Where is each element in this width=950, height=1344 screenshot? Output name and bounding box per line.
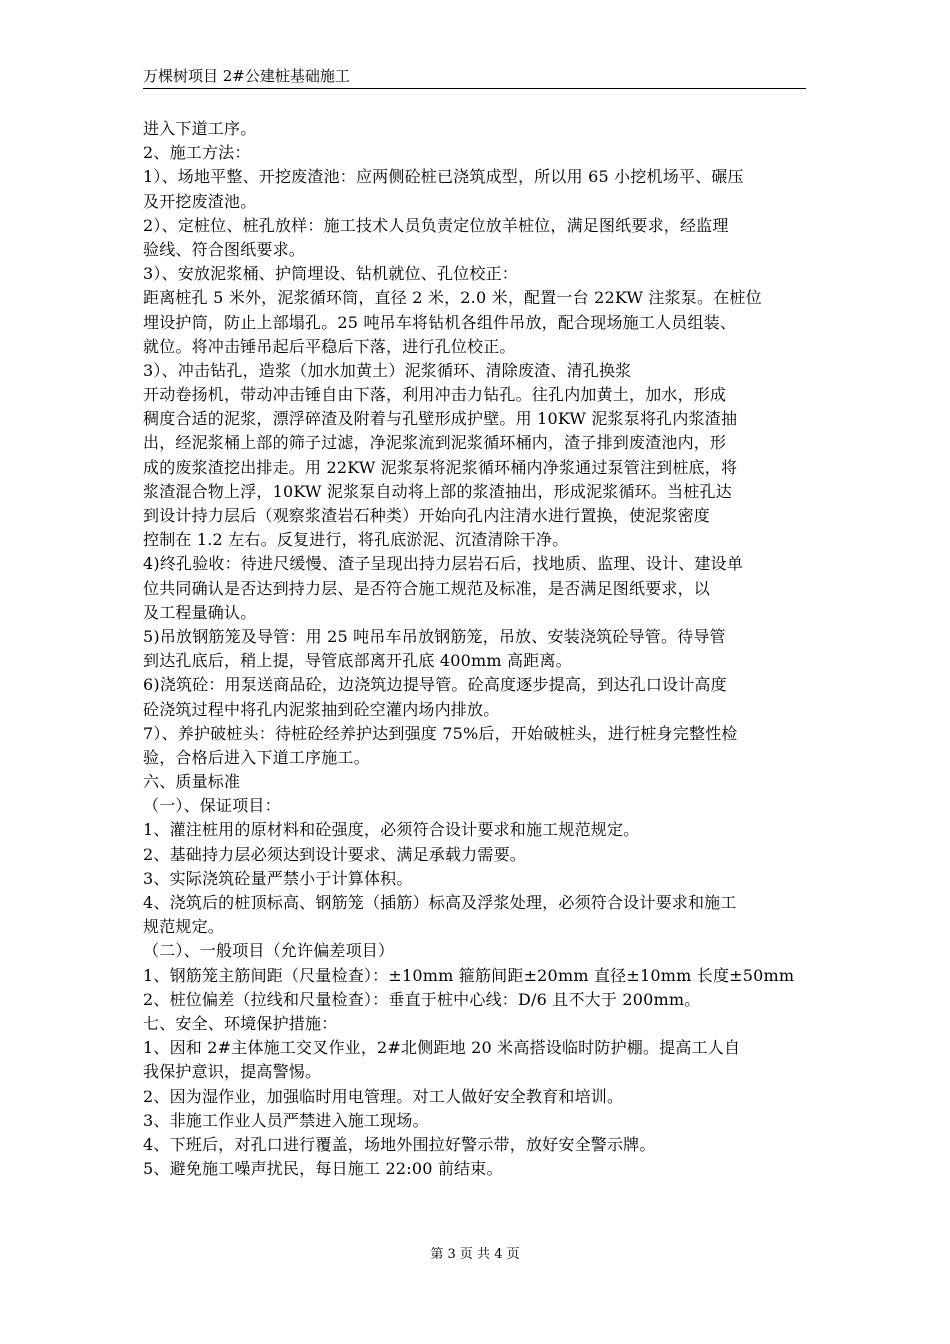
page-header: [143, 66, 806, 89]
body-line: 2、基础持力层必须达到设计要求、满足承载力需要。: [143, 844, 526, 864]
body-line: 验，合格后进入下道工序施工。: [143, 747, 370, 767]
body-line: 2、桩位偏差（拉线和尺量检查）：垂直于桩中心线：D/6 且不大于 200mm。: [143, 989, 701, 1009]
body-line: 埋设护筒，防止上部塌孔。25 吨吊车将钻机各组件吊放，配合现场施工人员组装、: [143, 312, 737, 332]
body-line: 位共同确认是否达到持力层、是否符合施工规范及标准，是否满足图纸要求，以: [143, 578, 711, 598]
body-line: 距离桩孔 5 米外，泥浆循环筒，直径 2 米，2.0 米，配置一台 22KW 注浆泵。在桩位: [143, 288, 762, 308]
body-line: 2、施工方法：: [143, 143, 251, 163]
body-line: 7）、养护破桩头：待桩砼经养护达到强度 75%后，开始破桩头，进行桩身完整性检: [143, 723, 738, 743]
body-line: 3）、冲击钻孔，造浆（加水加黄土）泥浆循环、清除废渣、清孔换浆: [143, 360, 632, 380]
body-line: 规范规定。: [143, 917, 225, 937]
body-line: 2）、定桩位、桩孔放样：施工技术人员负责定位放羊桩位，满足图纸要求，经监理: [143, 215, 729, 235]
body-line: 开动卷扬机，带动冲击锤自由下落，利用冲击力钻孔。往孔内加黄土，加水，形成: [143, 385, 727, 405]
body-line: 砼浇筑过程中将孔内泥浆抽到砼空灌内场内排放。: [143, 699, 500, 719]
body-line: 1）、场地平整、开挖废渣池：应两侧砼桩已浇筑成型，所以用 65 小挖机场平、碾压: [143, 167, 744, 187]
body-line: 出，经泥浆桶上部的筛子过滤，净泥浆流到泥浆循环桶内，渣子排到废渣池内，形: [143, 433, 727, 453]
body-line: 稠度合适的泥浆，漂浮碎渣及附着与孔壁形成护壁。用 10KW 泥浆泵将孔内浆渣抽: [143, 409, 738, 429]
body-line: 就位。将冲击锤吊起后平稳后下落，进行孔位校正。: [143, 336, 516, 356]
body-line: 验线、符合图纸要求。: [143, 239, 306, 259]
body-line: 到设计持力层后（观察浆渣岩石种类）开始向孔内注清水进行置换，使泥浆密度: [143, 506, 711, 525]
body-line: 1、钢筋笼主筋间距（尺量检查）：±10mm 箍筋间距±20mm 直径±10mm 长度±50mm: [143, 965, 795, 985]
body-line: 4、浇筑后的桩顶标高、钢筋笼（插筋）标高及浮浆处理，必须符合设计要求和施工: [143, 893, 737, 912]
body-line: 我保护意识，提高警惕。: [143, 1062, 322, 1082]
body-line: 2、因为湿作业，加强临时用电管理。对工人做好安全教育和培训。: [143, 1086, 624, 1106]
header-title: 万棵树项目 2#公建桩基础施工: [143, 67, 350, 85]
body-line: 3、非施工作业人员严禁进入施工现场。: [143, 1110, 429, 1130]
body-line: 5、避免施工噪声扰民，每日施工 22:00 前结束。: [143, 1159, 503, 1179]
body-line: 1、因和 2#主体施工交叉作业，2#北侧距地 20 米高搭设临时防护棚。提高工人自: [143, 1038, 741, 1058]
body-line: 七、安全、环境保护措施：: [143, 1013, 338, 1033]
body-line: 3、实际浇筑砼量严禁小于计算体积。: [143, 868, 413, 888]
page-number: 第 3 页 共 4 页: [430, 1247, 520, 1262]
body-line: （二）、一般项目（允许偏差项目）: [143, 941, 395, 961]
document-body: [143, 117, 808, 1181]
page-footer: [0, 1246, 950, 1264]
body-line: 浆渣混合物上浮，10KW 泥浆泵自动将上部的浆渣抽出，形成泥浆循环。当桩孔达: [143, 481, 732, 501]
body-line: 成的废浆渣挖出排走。用 22KW 泥浆泵将泥浆循环桶内净浆通过泵管注到桩底，将: [143, 457, 738, 477]
body-line: 及工程量确认。: [143, 602, 257, 622]
body-line: 6)浇筑砼：用泵送商品砼，边浇筑边提导管。砼高度逐步提高，到达孔口设计高度: [143, 675, 727, 695]
body-line: （一）、保证项目：: [143, 796, 281, 816]
body-line: 到达孔底后，稍上提，导管底部离开孔底 400mm 高距离。: [143, 651, 572, 671]
body-line: 5)吊放钢筋笼及导管：用 25 吨吊车吊放钢筋笼，吊放、安装浇筑砼导管。待导管: [143, 626, 726, 646]
body-line: 4)终孔验收：待进尺缓慢、渣子呈现出持力层岩石后，找地质、监理、设计、建设单: [143, 554, 744, 574]
body-line: 3）、安放泥浆桶、护筒埋设、钻机就位、孔位校正：: [143, 264, 518, 284]
body-line: 六、质量标准: [143, 772, 241, 792]
body-line: 1、灌注桩用的原材料和砼强度，必须符合设计要求和施工规范规定。: [143, 820, 640, 840]
body-line: 及开挖废渣池。: [143, 191, 257, 211]
body-line: 4、下班后，对孔口进行覆盖，场地外围拉好警示带，放好安全警示牌。: [143, 1134, 656, 1154]
body-line: 进入下道工序。: [143, 119, 257, 138]
body-line: 控制在 1.2 左右。反复进行，将孔底淤泥、沉渣清除干净。: [143, 530, 569, 550]
